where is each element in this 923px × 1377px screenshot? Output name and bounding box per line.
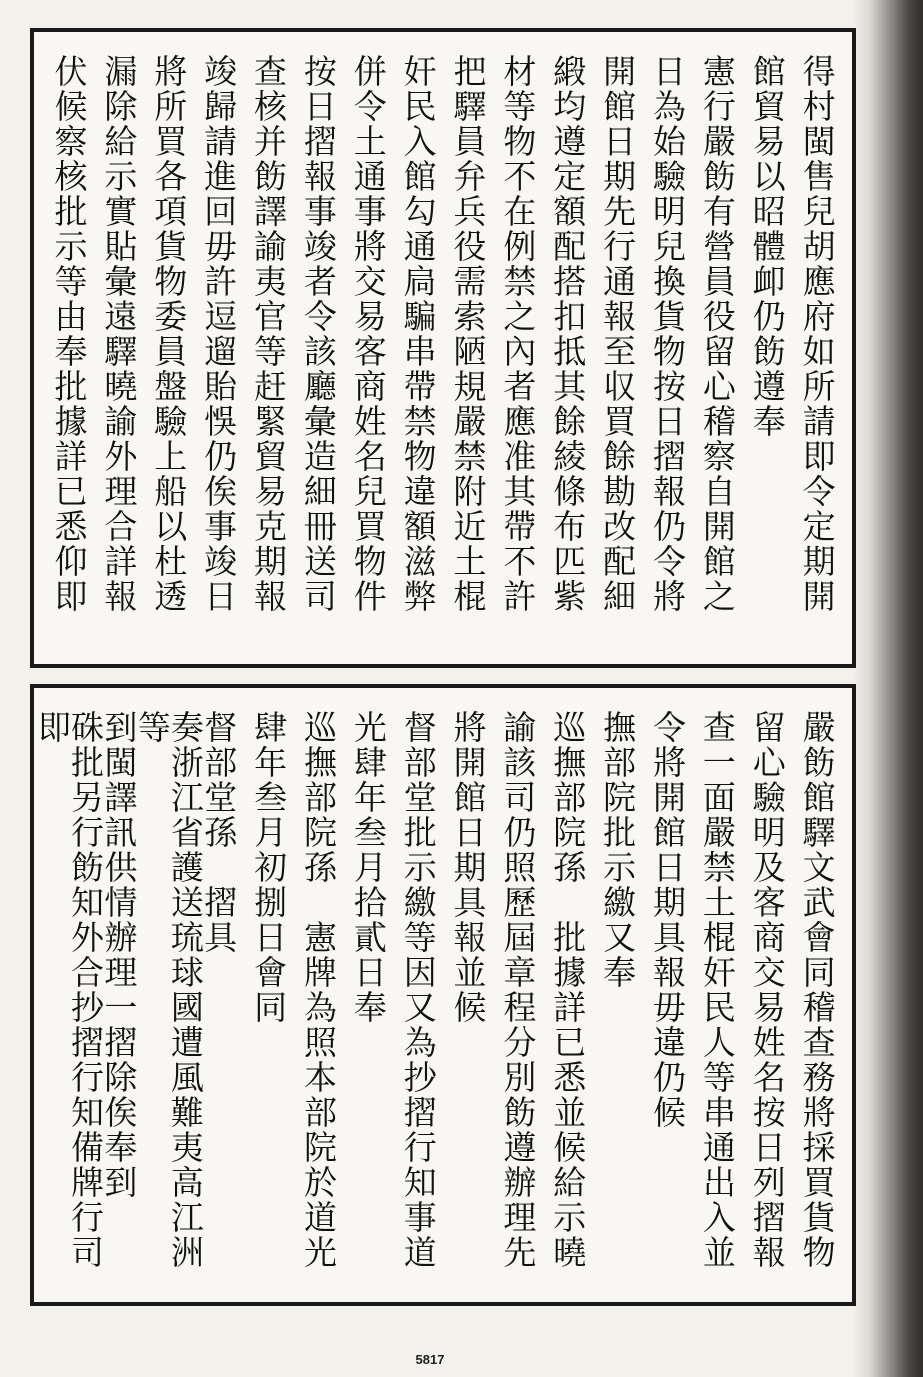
column-text: 肆年叁月初捌日會同 xyxy=(249,710,289,1025)
text-column xyxy=(194,710,244,1290)
column-text: 巡撫部院孫 憲牌為照本部院於道光 xyxy=(298,710,338,1270)
column-text: 竣歸請進回毋許逗遛貽悞仍俟事竣日 xyxy=(199,54,239,614)
column-text: 按日摺報事竣者令該廳彙造細冊送司 xyxy=(298,54,338,614)
column-text: 巡撫部院孫 批據詳已悉並候給示曉 xyxy=(548,710,588,1270)
column-text: 得村閩售兒胡應府如所請即令定期開 xyxy=(797,54,837,614)
column-text: 材等物不在例禁之內者應准其帶不許 xyxy=(498,54,538,614)
text-column xyxy=(343,710,393,1290)
text-column xyxy=(692,54,742,652)
text-column xyxy=(443,54,493,652)
column-text: 緞均遵定額配搭扣抵其餘綾條布匹紫 xyxy=(548,54,588,614)
text-column xyxy=(293,54,343,652)
text-column xyxy=(792,710,842,1290)
column-text: 把驛員弁兵役需索陋規嚴禁附近土棍 xyxy=(448,54,488,614)
column-text: 開館日期先行通報至収買餘勘改配細 xyxy=(598,54,638,614)
text-column xyxy=(44,54,94,652)
column-text: 到閩譯訊供情辦理一摺除俟奉到 xyxy=(99,710,139,1200)
upper-text-panel xyxy=(30,28,856,668)
lower-text-panel xyxy=(30,684,856,1306)
text-column xyxy=(493,54,543,652)
column-text: 漏除給示實貼彙遠驛曉諭外理合詳報 xyxy=(99,54,139,614)
text-column xyxy=(393,710,443,1290)
column-text: 光肆年叁月拾貳日奉 xyxy=(348,710,388,1025)
column-text: 留心驗明及客商交易姓名按日列摺報 xyxy=(747,710,787,1270)
column-text: 令將開館日期具報毋違仍候 xyxy=(647,710,687,1130)
text-column xyxy=(294,710,344,1290)
column-text: 查核并飭譯諭夷官等赶緊貿易克期報 xyxy=(248,54,288,614)
text-column xyxy=(194,54,244,652)
column-text: 將所買各項貨物委員盤驗上船以杜透 xyxy=(149,54,189,614)
text-column xyxy=(643,710,693,1290)
text-column xyxy=(493,710,543,1290)
column-text: 奸民入館勾通扃騙串帶禁物違額滋弊 xyxy=(398,54,438,614)
page-number: 5817 xyxy=(415,1352,445,1367)
column-text: 硃批另行飭知外合抄摺行知備牌行司即 xyxy=(32,710,105,1270)
text-column xyxy=(593,710,643,1290)
text-column xyxy=(144,54,194,652)
upper-columns xyxy=(44,54,842,652)
column-text: 將開館日期具報並候 xyxy=(448,710,488,1025)
column-text: 館貿易以昭體卹仍飭遵奉 xyxy=(747,54,787,439)
text-column xyxy=(543,54,593,652)
text-column xyxy=(643,54,693,652)
column-text: 督部堂批示繳等因又為抄摺行知事道 xyxy=(398,710,438,1270)
text-column xyxy=(32,710,105,1290)
column-text: 伏候察核批示等由奉批據詳已悉仰即 xyxy=(49,54,89,614)
lower-columns xyxy=(32,710,842,1290)
column-text: 撫部院批示繳又奉 xyxy=(598,710,638,990)
text-column xyxy=(132,710,205,1290)
book-spine-shadow xyxy=(853,0,923,1377)
text-column xyxy=(593,54,643,652)
text-column xyxy=(742,710,792,1290)
text-column xyxy=(94,54,144,652)
text-column xyxy=(742,54,792,652)
text-column xyxy=(244,710,294,1290)
column-text: 併令土通事將交易客商姓名兒買物件 xyxy=(348,54,388,614)
text-column xyxy=(343,54,393,652)
text-column xyxy=(393,54,443,652)
column-text: 嚴飭館驛文武會同稽查務將採買貨物 xyxy=(797,710,837,1270)
column-text: 查一面嚴禁土棍奸民人等串通出入並 xyxy=(697,710,737,1270)
text-column xyxy=(792,54,842,652)
column-text: 憲行嚴飭有營員役留心稽察自開館之 xyxy=(697,54,737,614)
text-column xyxy=(692,710,742,1290)
column-text: 督部堂孫 摺具 xyxy=(199,710,239,955)
text-column xyxy=(443,710,493,1290)
column-text: 奏浙江省護送琉球國遭風難夷高江洲等 xyxy=(132,710,205,1270)
column-text: 日為始驗明兒換貨物按日摺報仍令將 xyxy=(647,54,687,614)
text-column xyxy=(244,54,294,652)
text-column xyxy=(543,710,593,1290)
column-text: 諭該司仍照歷屆章程分別飭遵辦理先 xyxy=(498,710,538,1270)
